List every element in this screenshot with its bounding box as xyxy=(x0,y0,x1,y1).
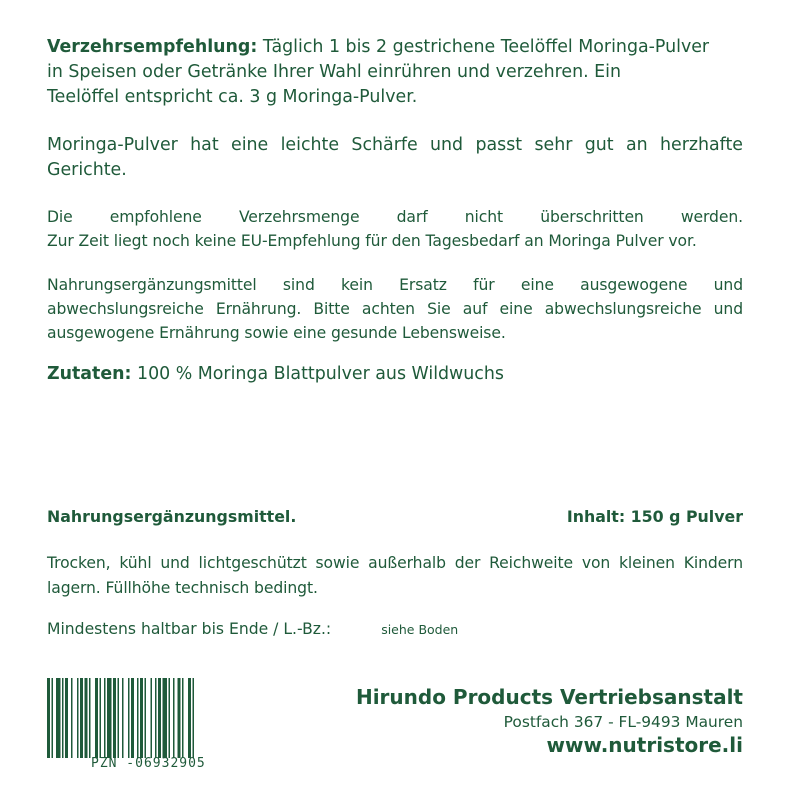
company-name: Hirundo Products Vertriebsanstalt xyxy=(355,685,743,709)
barcode-bar xyxy=(158,678,161,758)
barcode-bar xyxy=(56,678,61,758)
barcode-bar xyxy=(118,678,120,758)
best-before-label: Mindestens haltbar bis Ende / L.-Bz.: xyxy=(47,620,332,638)
barcode xyxy=(47,678,245,774)
usage-text-1: Täglich 1 bis 2 gestrichene Teelöffel Moringa-Pulver xyxy=(262,37,710,57)
storage-instructions: Trocken, kühl und lichtgeschützt sowie außerhalb der Reichweite von kleinen Kindern lagern. Füllhöhe technisch bedingt. xyxy=(47,554,743,597)
ingredients xyxy=(47,362,743,387)
product-info-row xyxy=(47,507,743,526)
barcode-bar xyxy=(100,678,102,758)
barcode-bar xyxy=(178,678,181,758)
supplement-note: Nahrungsergänzungsmittel sind kein Ersatz für eine ausgewogene und abwechslungsreiche Ernährung. Bitte achten Sie auf eine abwechslungsreiche und ausgewogene Ernährung sowie eine gesunde Lebensweise. xyxy=(47,276,743,342)
barcode-bar xyxy=(145,678,147,758)
barcode-bar xyxy=(89,678,91,758)
barcode-bar xyxy=(163,678,168,758)
barcode-bars xyxy=(47,678,245,758)
barcode-bar xyxy=(71,678,73,758)
usage-recommendation xyxy=(47,35,743,110)
barcode-bar xyxy=(122,678,124,758)
usage-text-rest: in Speisen oder Getränke Ihrer Wahl einrühren und verzehren. Ein Teelöffel entspricht ca. 3 g Moringa-Pulver. xyxy=(47,62,622,107)
warning-line-2: Zur Zeit liegt noch keine EU-Empfehlung für den Tagesbedarf an Moringa Pulver vor. xyxy=(47,232,697,250)
barcode-bar xyxy=(80,678,83,758)
barcode-bar xyxy=(113,678,116,758)
barcode-bar xyxy=(173,678,175,758)
barcode-bar xyxy=(52,678,54,758)
barcode-bar xyxy=(77,678,79,758)
barcode-bar xyxy=(151,678,153,758)
taste-description: Moringa-Pulver hat eine leichte Schärfe und passt sehr gut an herzhafte Gerichte. xyxy=(47,135,743,180)
barcode-bar xyxy=(193,678,195,758)
barcode-bar xyxy=(47,678,50,758)
barcode-bar xyxy=(107,678,112,758)
barcode-bar xyxy=(62,678,64,758)
net-contents: Inhalt: 150 g Pulver xyxy=(566,507,743,526)
best-before-row xyxy=(47,620,743,638)
barcode-bar xyxy=(128,678,130,758)
ingredients-text: 100 % Moringa Blattpulver aus Wildwuchs xyxy=(137,364,504,384)
barcode-bar xyxy=(155,678,157,758)
barcode-bar xyxy=(65,678,68,758)
barcode-bar xyxy=(131,678,134,758)
best-before-value: siehe Boden xyxy=(381,622,459,637)
warning-line-1: Die empfohlene Verzehrsmenge darf nicht überschritten werden. xyxy=(47,208,743,226)
barcode-bar xyxy=(182,678,184,758)
usage-line-1 xyxy=(47,35,743,60)
barcode-bar xyxy=(104,678,106,758)
barcode-bar xyxy=(169,678,171,758)
barcode-bar xyxy=(85,678,88,758)
company-address: Postfach 367 - FL-9493 Mauren xyxy=(503,713,743,731)
product-type: Nahrungsergänzungsmittel. xyxy=(47,507,297,526)
barcode-bar xyxy=(137,678,139,758)
usage-heading: Verzehrsempfehlung: xyxy=(47,37,258,57)
barcode-number: PZN -06932905 xyxy=(91,756,206,771)
dosage-warning xyxy=(47,205,743,253)
ingredients-heading: Zutaten: xyxy=(47,364,132,384)
barcode-bar xyxy=(95,678,98,758)
company-website[interactable]: www.nutristore.li xyxy=(546,733,743,757)
barcode-bar xyxy=(188,678,191,758)
barcode-bar xyxy=(140,678,143,758)
